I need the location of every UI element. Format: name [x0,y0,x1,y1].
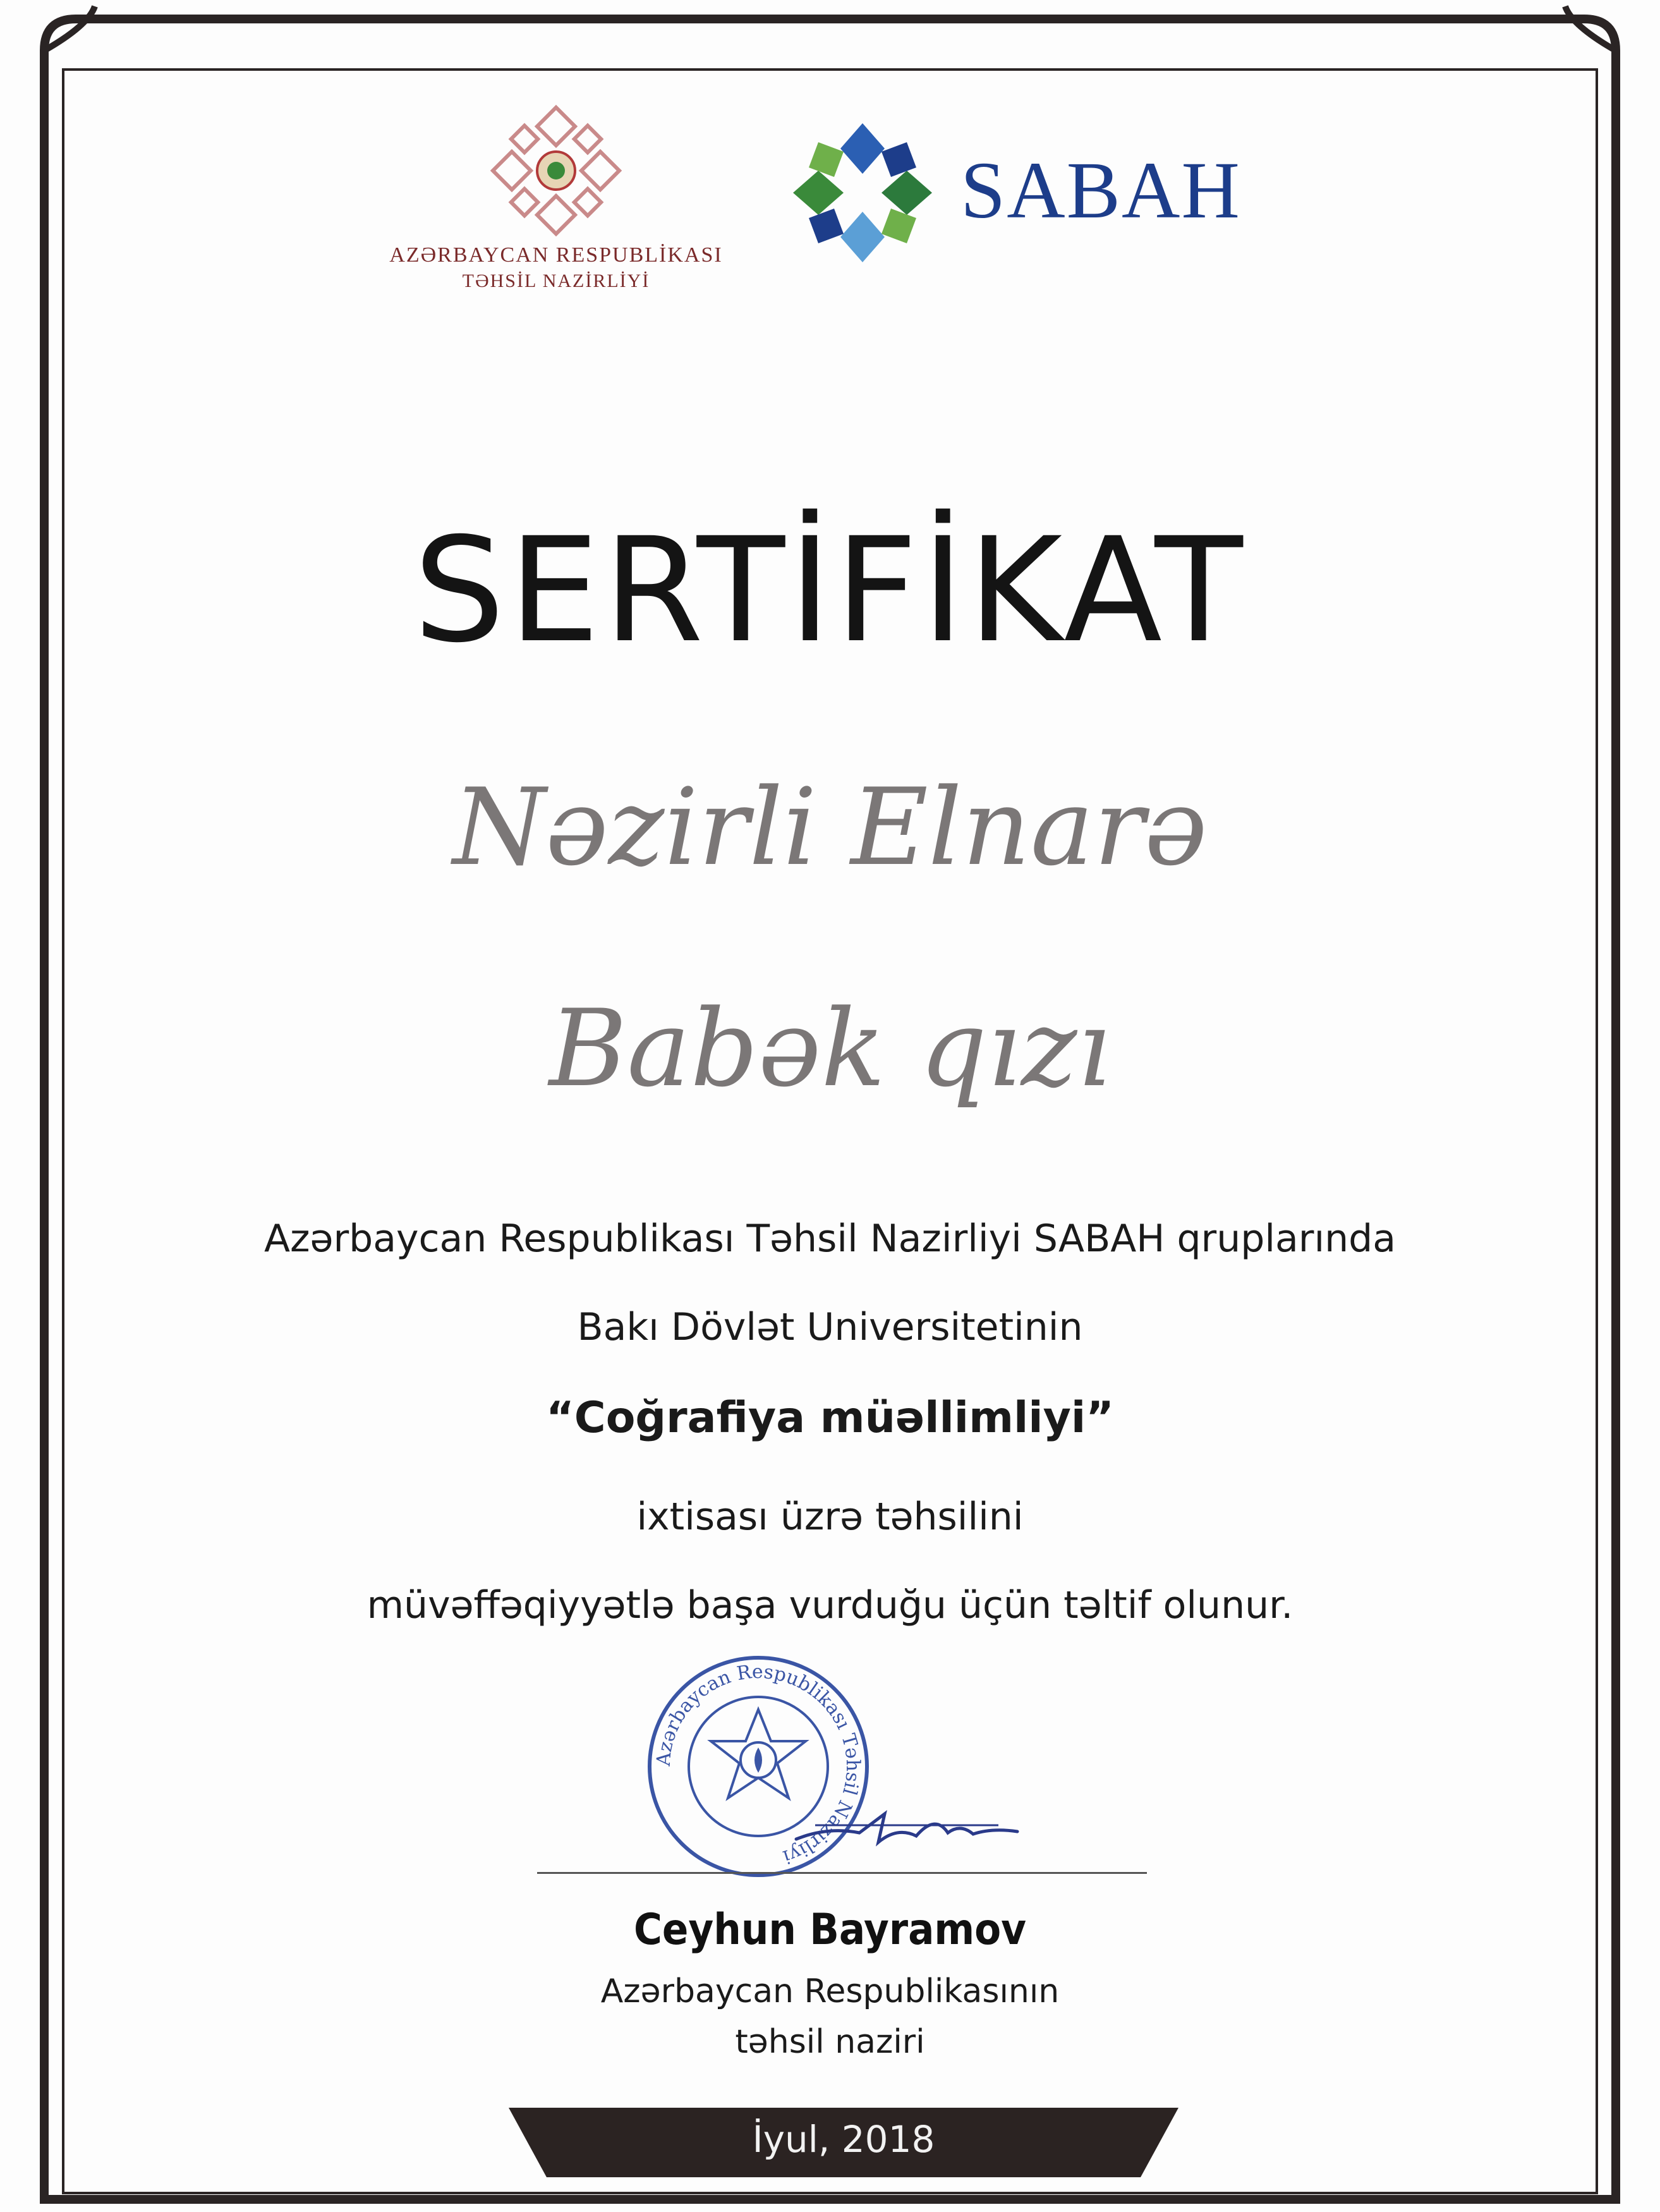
recipient-patronymic: Babək qızı [548,987,1112,1110]
certificate-title: SERTİFİKAT [413,506,1247,674]
ministry-emblem-icon [480,101,632,240]
body-line-4: ixtisası üzrə təhsilini [636,1495,1024,1539]
sabah-logo-icon [780,117,945,269]
ministry-name-line1: AZƏRBAYCAN RESPUBLİKASI [389,243,723,267]
handwritten-signature [790,1789,1030,1858]
stamp-text: Azərbaycan Respublikası Təhsil Nazirliyi [652,1660,864,1868]
ministry-name-line2: TƏHSİL NAZİRLİYİ [462,270,650,291]
signatory-name: Ceyhun Bayramov [633,1905,1027,1955]
signatory-title-line2: təhsil naziri [735,2023,925,2061]
sabah-wordmark: SABAH [960,145,1241,235]
signature-line [537,1872,1147,1874]
specialty-title: “Coğrafiya müəllimliyi” [546,1393,1114,1443]
signatory-title-line1: Azərbaycan Respublikasının [600,1972,1060,2010]
body-line-5: müvəffəqiyyətlə başa vurduğu üçün təltif olunur. [367,1583,1293,1627]
body-line-2: Bakı Dövlət Universitetinin [577,1305,1083,1349]
issue-date: İyul, 2018 [752,2118,935,2161]
body-line-1: Azərbaycan Respublikası Təhsil Nazirliyi SABAH qruplarında [264,1217,1396,1261]
recipient-name: Nəzirli Elnarə [452,765,1208,889]
